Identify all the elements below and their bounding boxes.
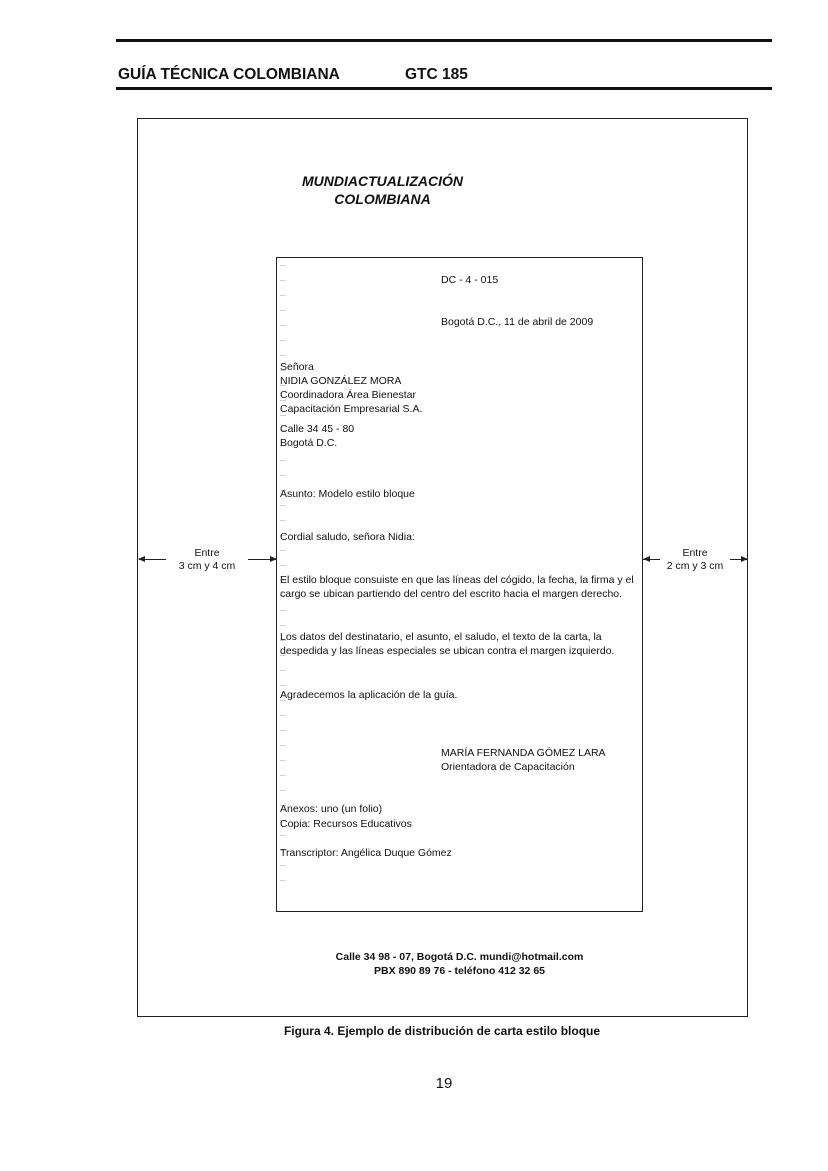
organization-letterhead	[280, 172, 485, 208]
right-margin-label-line2: 2 cm y 3 cm	[666, 560, 724, 572]
right-margin-arrow-left-icon	[643, 556, 650, 562]
right-margin-label	[660, 547, 730, 573]
letter-paragraph-2: Los datos del destinatario, el asunto, el saludo, el texto de la carta, la despedida y las líneas especiales se ubican contra el margen izquierdo.	[280, 631, 615, 657]
letter-subject: Asunto: Modelo estilo bloque	[280, 488, 415, 500]
letter-copy: Copia: Recursos Educativos	[280, 818, 412, 830]
letter-transcriber: Transcriptor: Angélica Duque Gómez	[280, 847, 452, 859]
figure-caption: Figura 4. Ejemplo de distribución de carta estilo bloque	[283, 1024, 601, 1038]
recipient-address: Calle 34 45 - 80	[280, 423, 355, 435]
letter-annexes: Anexos: uno (un folio)	[280, 803, 383, 815]
left-margin-arrow-right-icon	[270, 556, 277, 562]
recipient-name: NIDIA GONZÁLEZ MORA	[280, 375, 402, 387]
right-margin-arrow-right-icon	[741, 556, 748, 562]
left-margin-label-line2: 3 cm y 4 cm	[178, 560, 236, 572]
left-margin-label	[166, 547, 248, 573]
header-bottom-rule	[116, 87, 772, 90]
page-number: 19	[435, 1075, 453, 1092]
letter-closing: Agradecemos la aplicación de la guía.	[280, 689, 458, 701]
letter-paragraph-1: El estilo bloque consuiste en que las líneas del cógido, la fecha, la firma y el cargo se ubican partiendo del centro del escrito hacia el margen derecho.	[280, 574, 634, 600]
recipient-salutation-title: Señora	[280, 361, 314, 373]
document-title: GUÍA TÉCNICA COLOMBIANA	[118, 66, 340, 83]
organization-name-line1: MUNDIACTUALIZACIÓN	[302, 173, 463, 189]
recipient-city: Bogotá D.C.	[280, 437, 338, 449]
recipient-position: Coordinadora Área Bienestar	[280, 389, 416, 401]
letterhead-footer-address: Calle 34 98 - 07, Bogotá D.C. mundi@hotmail.com	[335, 951, 584, 963]
letter-greeting: Cordial saludo, señora Nidia:	[280, 531, 415, 543]
left-margin-label-line1: Entre	[194, 547, 220, 559]
letter-reference-code: DC - 4 - 015	[441, 274, 499, 286]
header-top-rule	[116, 39, 772, 42]
right-margin-label-line1: Entre	[682, 547, 708, 559]
document-code: GTC 185	[405, 66, 468, 83]
letterhead-footer-phone: PBX 890 89 76 - teléfono 412 32 65	[373, 965, 545, 977]
organization-name-line2: COLOMBIANA	[334, 191, 431, 207]
letter-place-date: Bogotá D.C., 11 de abril de 2009	[441, 316, 594, 328]
signer-position: Orientadora de Capacitación	[441, 761, 575, 773]
left-margin-arrow-left-icon	[138, 556, 145, 562]
recipient-company: Capacitación Empresarial S.A.	[280, 403, 423, 415]
signer-name: MARÍA FERNANDA GÓMEZ LARA	[441, 747, 606, 759]
